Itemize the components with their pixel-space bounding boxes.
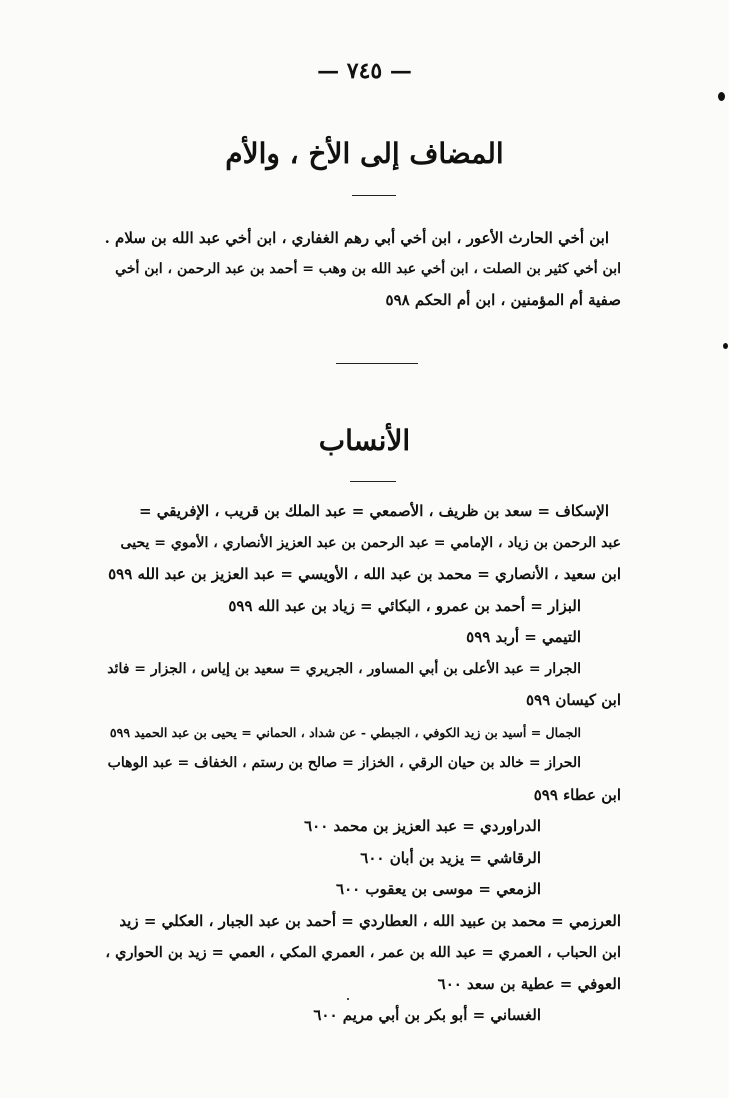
mudaf-paragraph bbox=[105, 223, 621, 316]
section-title-ansab: الأنساب bbox=[318, 424, 411, 457]
ansab-entry: عبد الرحمن بن زياد ، الإمامي = عبد الرحمن بن عبد العزيز الأنصاري ، الأموي = يحيى bbox=[120, 534, 621, 551]
ansab-entry: الزمعي = موسى بن يعقوب ٦٠٠ bbox=[336, 880, 541, 898]
ansab-entry: ابن سعيد ، الأنصاري = محمد بن عبد الله ، الأويسي = عبد العزيز بن عبد الله ٥٩٩ bbox=[108, 565, 621, 583]
ansab-entry: ابن كيسان ٥٩٩ bbox=[525, 691, 621, 709]
mudaf-line: صفية أم المؤمنين ، ابن أم الحكم ٥٩٨ bbox=[385, 291, 621, 309]
ansab-entry: الجرار = عبد الأعلى بن أبي المساور ، الجريري = سعيد بن إياس ، الجزار = فائد bbox=[107, 660, 581, 677]
ansab-entry: العرزمي = محمد بن عبيد الله ، العطاردي = أحمد بن عبد الجبار ، العكلي = زيد bbox=[119, 911, 621, 930]
ansab-entry: الدراوردي = عبد العزيز بن محمد ٦٠٠ bbox=[304, 817, 541, 835]
ansab-entry: العوفي = عطية بن سعد ٦٠٠ bbox=[437, 974, 621, 993]
title-underline bbox=[352, 195, 396, 196]
ansab-entry: الجمال = أسيد بن زيد الكوفي ، الجبطي - عن شداد ، الحماني = يحيى بن عبد الحميد ٥٩٩ bbox=[109, 724, 581, 740]
page-number: — ٧٤٥ — bbox=[317, 58, 412, 84]
ansab-entry: الإسكاف = سعد بن ظريف ، الأصمعي = عبد الملك بن قريب ، الإفريقي = bbox=[139, 502, 609, 520]
ansab-entry: الحراز = خالد بن حيان الرقي ، الخزاز = صالح بن رستم ، الخفاف = عبد الوهاب bbox=[107, 755, 581, 771]
ansab-entry: الغساني = أبو بكر بن أبي مريم ٦٠٠ bbox=[313, 1006, 541, 1024]
ansab-list bbox=[105, 496, 621, 1032]
ansab-entry: ابن الحباب ، العمري = عبد الله بن عمر ، العمري المكي ، العمي = زيد بن الحواري ، bbox=[105, 944, 621, 961]
ansab-entry: الرقاشي = يزيد بن أبان ٦٠٠ bbox=[360, 848, 541, 867]
ansab-entry: ابن عطاء ٥٩٩ bbox=[533, 785, 621, 804]
mudaf-line: ابن أخي الحارث الأعور ، ابن أخي أبي رهم الغفاري ، ابن أخي عبد الله بن سلام . bbox=[104, 229, 609, 247]
section-divider bbox=[336, 363, 418, 364]
mudaf-line: ابن أخي كثير بن الصلت ، ابن أخي عبد الله بن وهب = أحمد بن عبد الرحمن ، ابن أخي bbox=[115, 261, 621, 277]
title-underline bbox=[350, 481, 396, 482]
ansab-entry: البزار = أحمد بن عمرو ، البكائي = زياد بن عبد الله ٥٩٩ bbox=[228, 596, 581, 615]
section-title-mudaf: المضاف إلى الأخ ، والأم bbox=[225, 137, 504, 170]
ansab-entry: التيمي = أربد ٥٩٩ bbox=[466, 628, 581, 646]
